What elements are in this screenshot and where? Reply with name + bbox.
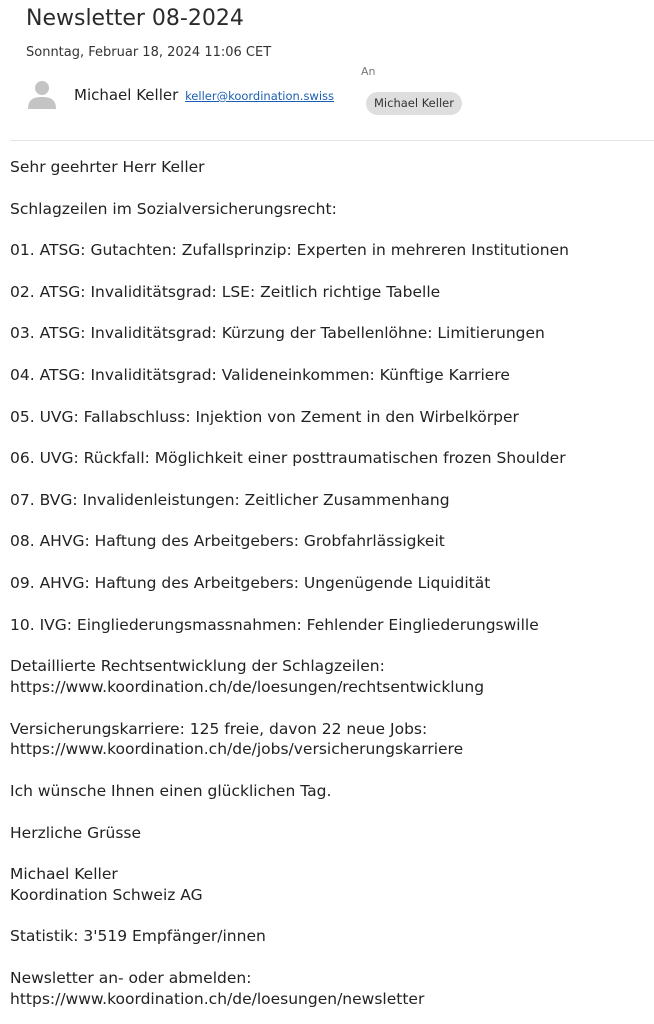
body-line: 01. ATSG: Gutachten: Zufallsprinzip: Experten in mehreren Institutionen: [10, 241, 569, 260]
body-line: https://www.koordination.ch/de/loesungen/rechtsentwicklung: [10, 677, 485, 696]
body-blank-line: [10, 344, 650, 365]
body-blank-line: [10, 261, 650, 282]
body-line: 10. IVG: Eingliederungsmassnahmen: Fehlender Eingliederungswille: [10, 615, 539, 634]
body-blank-line: [10, 698, 650, 719]
body-blank-line: [10, 552, 650, 573]
body-blank-line: [10, 427, 650, 448]
body-blank-line: [10, 843, 650, 864]
body-line: Sehr geehrter Herr Keller: [10, 158, 205, 176]
body-line: Michael Keller: [10, 865, 118, 884]
body-blank-line: [10, 906, 650, 927]
body-line: 07. BVG: Invalidenleistungen: Zeitlicher Zusammenhang: [10, 490, 450, 509]
body-line: 04. ATSG: Invaliditätsgrad: Valideneinkommen: Künftige Karriere: [10, 365, 510, 384]
body-line: Schlagzeilen im Sozialversicherungsrecht:: [10, 199, 337, 218]
recipient-chip[interactable]: Michael Keller: [366, 92, 462, 115]
body-line: Newsletter an- oder abmelden:: [10, 969, 252, 988]
body-blank-line: [10, 760, 650, 781]
body-line: 09. AHVG: Haftung des Arbeitgebers: Ungenügende Liquidität: [10, 573, 491, 592]
body-blank-line: [10, 511, 650, 532]
email-date: Sonntag, Februar 18, 2024 11:06 CET: [26, 45, 272, 60]
body-blank-line: [10, 219, 650, 240]
header-divider: [10, 140, 654, 141]
body-blank-line: [10, 594, 650, 615]
body-line: Detaillierte Rechtsentwicklung der Schlagzeilen:: [10, 657, 385, 676]
body-line: Koordination Schweiz AG: [10, 885, 203, 904]
sender-name: Michael Keller: [74, 86, 179, 104]
user-avatar-icon: [26, 78, 58, 110]
sender: [74, 84, 334, 107]
body-line: 03. ATSG: Invaliditätsgrad: Kürzung der Tabellenlöhne: Limitierungen: [10, 324, 545, 343]
body-blank-line: [10, 802, 650, 823]
body-blank-line: [10, 303, 650, 324]
body-line: https://www.koordination.ch/de/loesungen/newsletter: [10, 989, 425, 1008]
body-blank-line: [10, 635, 650, 656]
body-line: Ich wünsche Ihnen einen glücklichen Tag.: [10, 781, 332, 800]
body-blank-line: [10, 469, 650, 490]
body-line: Statistik: 3'519 Empfänger/innen: [10, 927, 266, 946]
to-label: An: [361, 65, 376, 78]
email-subject: Newsletter 08-2024: [26, 6, 244, 31]
body-line: Herzliche Grüsse: [10, 823, 142, 842]
body-line: 02. ATSG: Invaliditätsgrad: LSE: Zeitlich richtige Tabelle: [10, 282, 441, 301]
body-blank-line: [10, 178, 650, 199]
body-line: https://www.koordination.ch/de/jobs/versicherungskarriere: [10, 740, 464, 759]
sender-email-link[interactable]: keller@koordination.swiss: [185, 89, 335, 103]
body-line: 06. UVG: Rückfall: Möglichkeit einer posttraumatischen frozen Shoulder: [10, 449, 566, 468]
body-blank-line: [10, 947, 650, 968]
body-line: Versicherungskarriere: 125 freie, davon 22 neue Jobs:: [10, 719, 428, 738]
body-blank-line: [10, 386, 650, 407]
email-body: [10, 157, 650, 1010]
body-line: 05. UVG: Fallabschluss: Injektion von Zement in den Wirbelkörper: [10, 407, 519, 426]
body-line: 08. AHVG: Haftung des Arbeitgebers: Grobfahrlässigkeit: [10, 532, 445, 551]
